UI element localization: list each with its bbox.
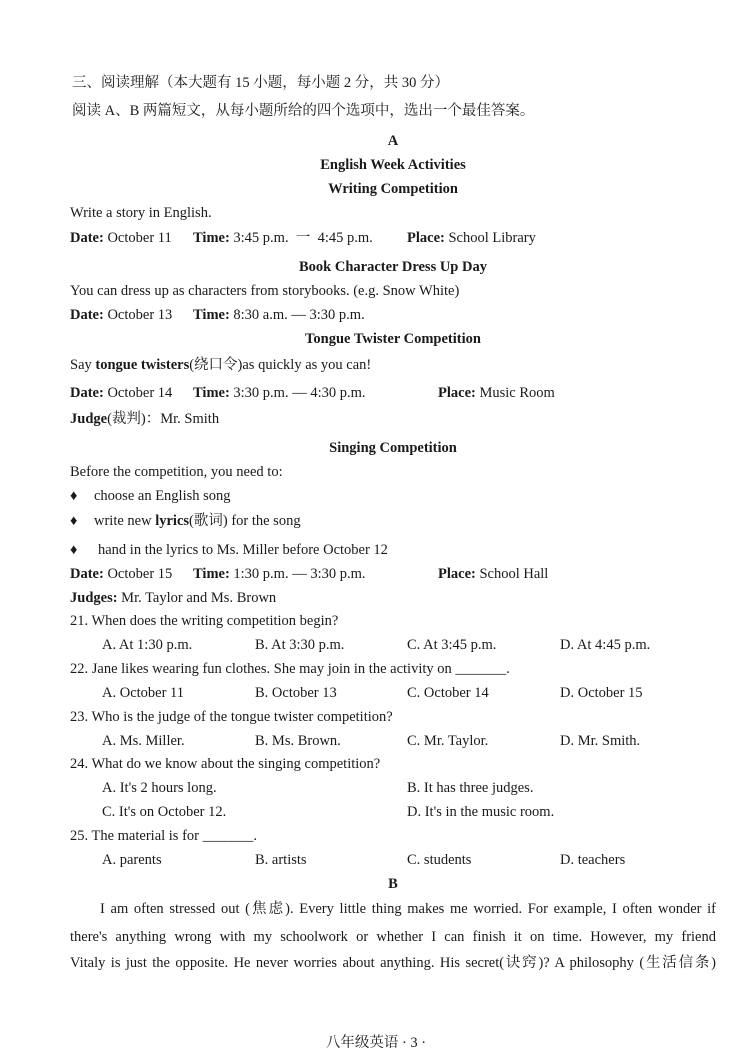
q25-option-d[interactable]: D. teachers (560, 852, 626, 868)
singing-judges (70, 589, 276, 607)
q25-option-b[interactable]: B. artists (255, 852, 307, 868)
question-21-stem: 21. When does the writing competition begin? (70, 613, 339, 629)
dress-up-time: 8:30 a.m. — 3:30 p.m. (233, 307, 365, 323)
tongue-twister-place-wrap (438, 384, 555, 402)
desc-bold: tongue twisters (95, 357, 190, 373)
judges-names: Mr. Taylor and Ms. Brown (121, 590, 277, 606)
judges-label: Judges: (70, 590, 118, 606)
date-label: Date: (70, 566, 104, 582)
q24-option-b[interactable]: B. It has three judges. (407, 780, 534, 796)
dress-up-date-wrap (70, 306, 172, 324)
time-label: Time: (193, 566, 230, 582)
singing-place-wrap (438, 565, 548, 583)
q24-option-d[interactable]: D. It's in the music room. (407, 804, 555, 820)
tongue-twister-date: October 14 (107, 385, 173, 401)
list-item (70, 512, 301, 530)
q22-option-d[interactable]: D. October 15 (560, 685, 643, 701)
list-item (70, 541, 388, 559)
date-label: Date: (70, 385, 104, 401)
instruction: 阅读 A、B 两篇短文，从每小题所给的四个选项中，选出一个最佳答案。 (72, 103, 535, 119)
list-item-text: choose an English song (94, 488, 231, 504)
singing-date-wrap (70, 565, 172, 583)
question-24-stem: 24. What do we know about the singing competition? (70, 756, 381, 772)
list-item-text: (歌词) for the song (189, 513, 301, 529)
place-label: Place: (407, 230, 445, 246)
place-label: Place: (438, 566, 476, 582)
tongue-twister-place: Music Room (479, 385, 555, 401)
list-item (70, 487, 231, 505)
time-label: Time: (193, 230, 230, 246)
dress-up-time-wrap (193, 306, 365, 324)
q22-option-a[interactable]: A. October 11 (102, 685, 185, 701)
section-header: 三、阅读理解（本大题有 15 小题，每小题 2 分，共 30 分） (72, 75, 449, 91)
q21-option-c[interactable]: C. At 3:45 p.m. (407, 637, 497, 653)
writing-place: School Library (448, 230, 536, 246)
list-item-text: write new (94, 513, 156, 529)
q21-option-d[interactable]: D. At 4:45 p.m. (560, 637, 651, 653)
singing-heading: Singing Competition (329, 440, 457, 456)
writing-desc: Write a story in English. (70, 205, 212, 221)
passage-a-label: A (387, 133, 399, 149)
q25-option-a[interactable]: A. parents (102, 852, 162, 868)
passage-b-line-1: I am often stressed out (焦虑). Every little thing makes me worried. For example, I often wonder if (100, 901, 716, 917)
tongue-twister-time: 3:30 p.m. — 4:30 p.m. (233, 385, 366, 401)
writing-place-wrap (407, 229, 536, 247)
singing-place: School Hall (479, 566, 549, 582)
singing-time: 1:30 p.m. — 3:30 p.m. (233, 566, 366, 582)
q23-option-b[interactable]: B. Ms. Brown. (255, 733, 341, 749)
tongue-twister-heading: Tongue Twister Competition (305, 331, 481, 347)
passage-b-line-3: Vitaly is just the opposite. He never worries about anything. His secret(诀窍)? A philosophy (生活信条) (70, 955, 716, 971)
tongue-twister-judge (70, 410, 219, 428)
writing-heading: Writing Competition (328, 181, 458, 197)
q23-option-a[interactable]: A. Ms. Miller. (102, 733, 185, 749)
list-item-bold: lyrics (155, 513, 190, 529)
writing-time-wrap (193, 229, 373, 247)
q24-option-c[interactable]: C. It's on October 12. (102, 804, 227, 820)
diamond-bullet-icon: ♦ (70, 513, 78, 529)
diamond-bullet-icon: ♦ (70, 488, 78, 504)
q23-option-c[interactable]: C. Mr. Taylor. (407, 733, 489, 749)
tongue-twister-desc (70, 356, 371, 374)
tongue-twister-time-wrap (193, 384, 366, 402)
date-label: Date: (70, 307, 104, 323)
place-label: Place: (438, 385, 476, 401)
q24-option-a[interactable]: A. It's 2 hours long. (102, 780, 217, 796)
passage-b-label: B (388, 876, 398, 892)
writing-date: October 11 (107, 230, 172, 246)
judge-label: Judge (70, 411, 108, 427)
dress-up-date: October 13 (107, 307, 173, 323)
page-footer: 八年级英语 · 3 · (325, 1035, 427, 1051)
q22-option-c[interactable]: C. October 14 (407, 685, 489, 701)
judge-name: ：Mr. Smith (145, 411, 220, 427)
desc-text: (绕口令)as quickly as you can! (189, 357, 372, 373)
passage-b-line-2: there's anything wrong with my schoolwork or whether I can finish it on time. However, my friend (70, 929, 716, 945)
q22-option-b[interactable]: B. October 13 (255, 685, 337, 701)
judge-cn: (裁判) (107, 411, 146, 427)
tongue-twister-date-wrap (70, 384, 172, 402)
writing-time: 3:45 p.m. 一 4:45 p.m. (233, 230, 373, 246)
q21-option-a[interactable]: A. At 1:30 p.m. (102, 637, 193, 653)
time-label: Time: (193, 385, 230, 401)
question-23-stem: 23. Who is the judge of the tongue twister competition? (70, 709, 393, 725)
q21-option-b[interactable]: B. At 3:30 p.m. (255, 637, 345, 653)
question-22-stem: 22. Jane likes wearing fun clothes. She may join in the activity on _______. (70, 661, 510, 677)
date-label: Date: (70, 230, 104, 246)
singing-time-wrap (193, 565, 366, 583)
dress-up-heading: Book Character Dress Up Day (299, 259, 487, 275)
passage-a-title: English Week Activities (320, 157, 466, 173)
time-label: Time: (193, 307, 230, 323)
question-25-stem: 25. The material is for _______. (70, 828, 257, 844)
diamond-bullet-icon: ♦ (70, 542, 78, 558)
q23-option-d[interactable]: D. Mr. Smith. (560, 733, 641, 749)
singing-date: October 15 (107, 566, 173, 582)
q25-option-c[interactable]: C. students (407, 852, 472, 868)
list-item-text: hand in the lyrics to Ms. Miller before October 12 (98, 542, 388, 558)
desc-text: Say (70, 357, 96, 373)
singing-intro: Before the competition, you need to: (70, 464, 283, 480)
writing-details (70, 229, 172, 247)
dress-up-desc: You can dress up as characters from storybooks. (e.g. Snow White) (70, 283, 460, 299)
